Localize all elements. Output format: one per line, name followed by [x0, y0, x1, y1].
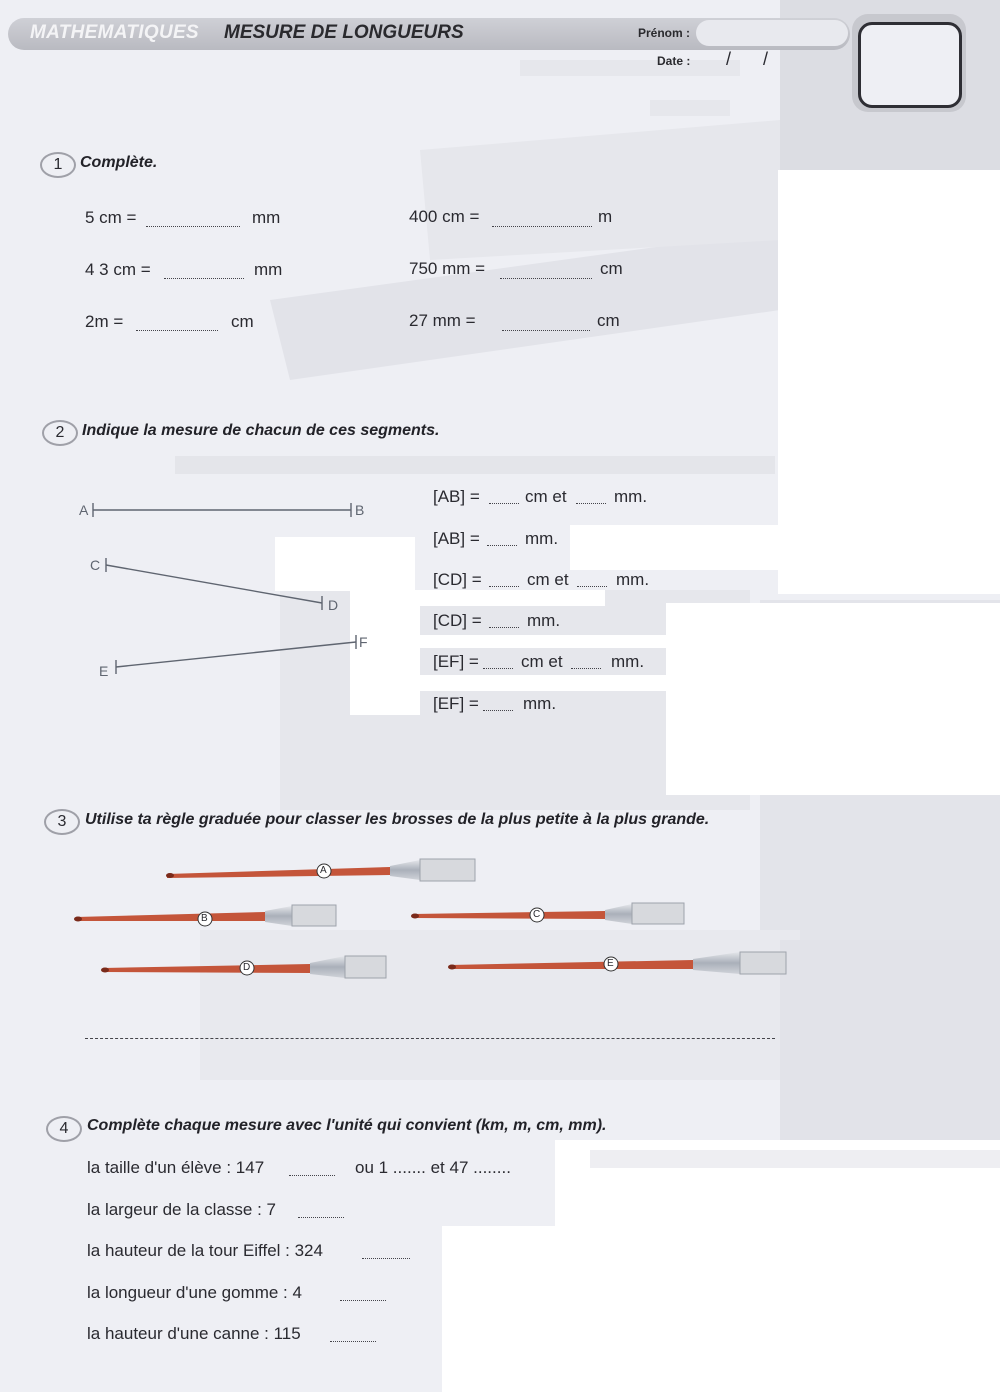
whiteout-patch	[666, 603, 1000, 795]
measure-connector: cm et	[521, 652, 563, 671]
answer-blank[interactable]	[487, 545, 517, 546]
answer-blank[interactable]	[483, 710, 513, 711]
answer-blank[interactable]	[571, 668, 601, 669]
answer-blank[interactable]	[577, 586, 607, 587]
unit-label: cm	[600, 259, 623, 278]
segment-measure-label: [AB] =	[433, 529, 480, 548]
exercise-number: 2	[42, 420, 78, 446]
brush-label: B	[201, 913, 208, 924]
answer-blank[interactable]	[362, 1258, 410, 1259]
measure-item: la hauteur d'une canne : 115	[87, 1324, 301, 1343]
answer-blank[interactable]	[489, 586, 519, 587]
segment-measure-label: [CD] =	[433, 570, 482, 589]
whiteout-patch	[778, 170, 1000, 594]
bleed-text	[520, 60, 740, 76]
date-separator: /	[726, 49, 732, 69]
point-label: B	[355, 502, 365, 518]
unit-label: mm.	[616, 570, 650, 589]
bleed-text	[590, 1150, 1000, 1168]
measure-item: la largeur de la classe : 7	[87, 1200, 276, 1219]
unit-label: mm.	[614, 487, 648, 506]
conversion-label: 750 mm =	[409, 259, 486, 278]
whiteout-patch	[442, 1226, 1000, 1392]
brush-c	[411, 903, 684, 924]
measure-connector: cm et	[527, 570, 569, 589]
segment-measure-label: [EF] =	[433, 652, 479, 671]
brush-label: C	[533, 909, 541, 920]
answer-blank[interactable]	[146, 226, 240, 227]
answer-blank[interactable]	[489, 627, 519, 628]
exercise-number: 3	[44, 809, 80, 835]
conversion-label: 5 cm =	[85, 208, 137, 227]
exercise-title: Complète.	[80, 154, 158, 171]
unit-label: mm	[254, 260, 283, 279]
exercise-number: 4	[46, 1116, 82, 1142]
answer-blank[interactable]	[489, 503, 519, 504]
measure-connector: cm et	[525, 487, 567, 506]
point-label: F	[359, 634, 368, 650]
answer-blank[interactable]	[492, 226, 592, 227]
whiteout-patch	[570, 525, 778, 570]
brush-label: D	[243, 962, 251, 973]
exercise-title: Utilise ta règle graduée pour classer les brosses de la plus petite à la plus grande.	[85, 811, 710, 828]
bleed-text	[650, 100, 730, 116]
unit-label: m	[598, 207, 613, 226]
segment-cd	[106, 565, 322, 603]
prenom-input[interactable]	[696, 20, 848, 46]
brushes-figure	[60, 848, 800, 988]
unit-label: cm	[597, 311, 620, 330]
exercise-number: 1	[40, 152, 76, 178]
measure-item-extra: ou 1 ....... et 47 ........	[355, 1158, 511, 1177]
unit-label: mm	[252, 208, 281, 227]
unit-label: mm.	[525, 529, 559, 548]
subject-title: MATHEMATIQUES	[30, 22, 199, 43]
unit-label: mm.	[611, 652, 645, 671]
exercise-title: Complète chaque mesure avec l'unité qui convient (km, m, cm, mm).	[87, 1117, 607, 1134]
answer-blank[interactable]	[500, 278, 592, 279]
answer-blank[interactable]	[330, 1341, 376, 1342]
unit-label: mm.	[523, 694, 557, 713]
date-label: Date :	[657, 54, 691, 68]
answer-blank[interactable]	[483, 668, 513, 669]
conversion-label: 400 cm =	[409, 207, 480, 226]
unit-label: cm	[231, 312, 254, 331]
measure-item: la longueur d'une gomme : 4	[87, 1283, 302, 1302]
point-label: E	[99, 663, 109, 679]
point-label: D	[328, 597, 339, 613]
segment-ef	[116, 642, 356, 667]
brush-label: E	[607, 958, 614, 969]
prenom-label: Prénom :	[638, 26, 691, 40]
point-label: C	[90, 557, 101, 573]
segment-measure-label: [AB] =	[433, 487, 480, 506]
answer-blank[interactable]	[340, 1300, 386, 1301]
segments-figure	[60, 490, 400, 690]
segment-measure-label: [EF] =	[433, 694, 479, 713]
conversion-label: 27 mm =	[409, 311, 476, 330]
unit-label: mm.	[527, 611, 561, 630]
point-label: A	[79, 502, 89, 518]
date-separator: /	[763, 49, 769, 69]
brush-e	[448, 952, 786, 974]
answer-blank[interactable]	[298, 1217, 344, 1218]
conversion-label: 2m =	[85, 312, 124, 331]
measure-item: la taille d'un élève : 147	[87, 1158, 265, 1177]
brush-label: A	[320, 865, 327, 876]
whiteout-patch	[415, 590, 605, 606]
answer-blank[interactable]	[164, 278, 244, 279]
bleed-text	[175, 456, 775, 474]
score-box[interactable]	[858, 22, 962, 108]
measure-item: la hauteur de la tour Eiffel : 324	[87, 1241, 323, 1260]
answer-blank[interactable]	[136, 330, 218, 331]
whiteout-patch	[420, 635, 666, 648]
conversion-label: 4 3 cm =	[85, 260, 151, 279]
exercise-title: Indique la mesure de chacun de ces segments.	[82, 422, 440, 439]
whiteout-patch	[420, 675, 666, 691]
answer-blank[interactable]	[502, 330, 590, 331]
worksheet-title: MESURE DE LONGUEURS	[224, 22, 464, 43]
segment-measure-label: [CD] =	[433, 611, 482, 630]
ranking-answer-line[interactable]	[85, 1038, 775, 1039]
answer-blank[interactable]	[289, 1175, 335, 1176]
answer-blank[interactable]	[576, 503, 606, 504]
